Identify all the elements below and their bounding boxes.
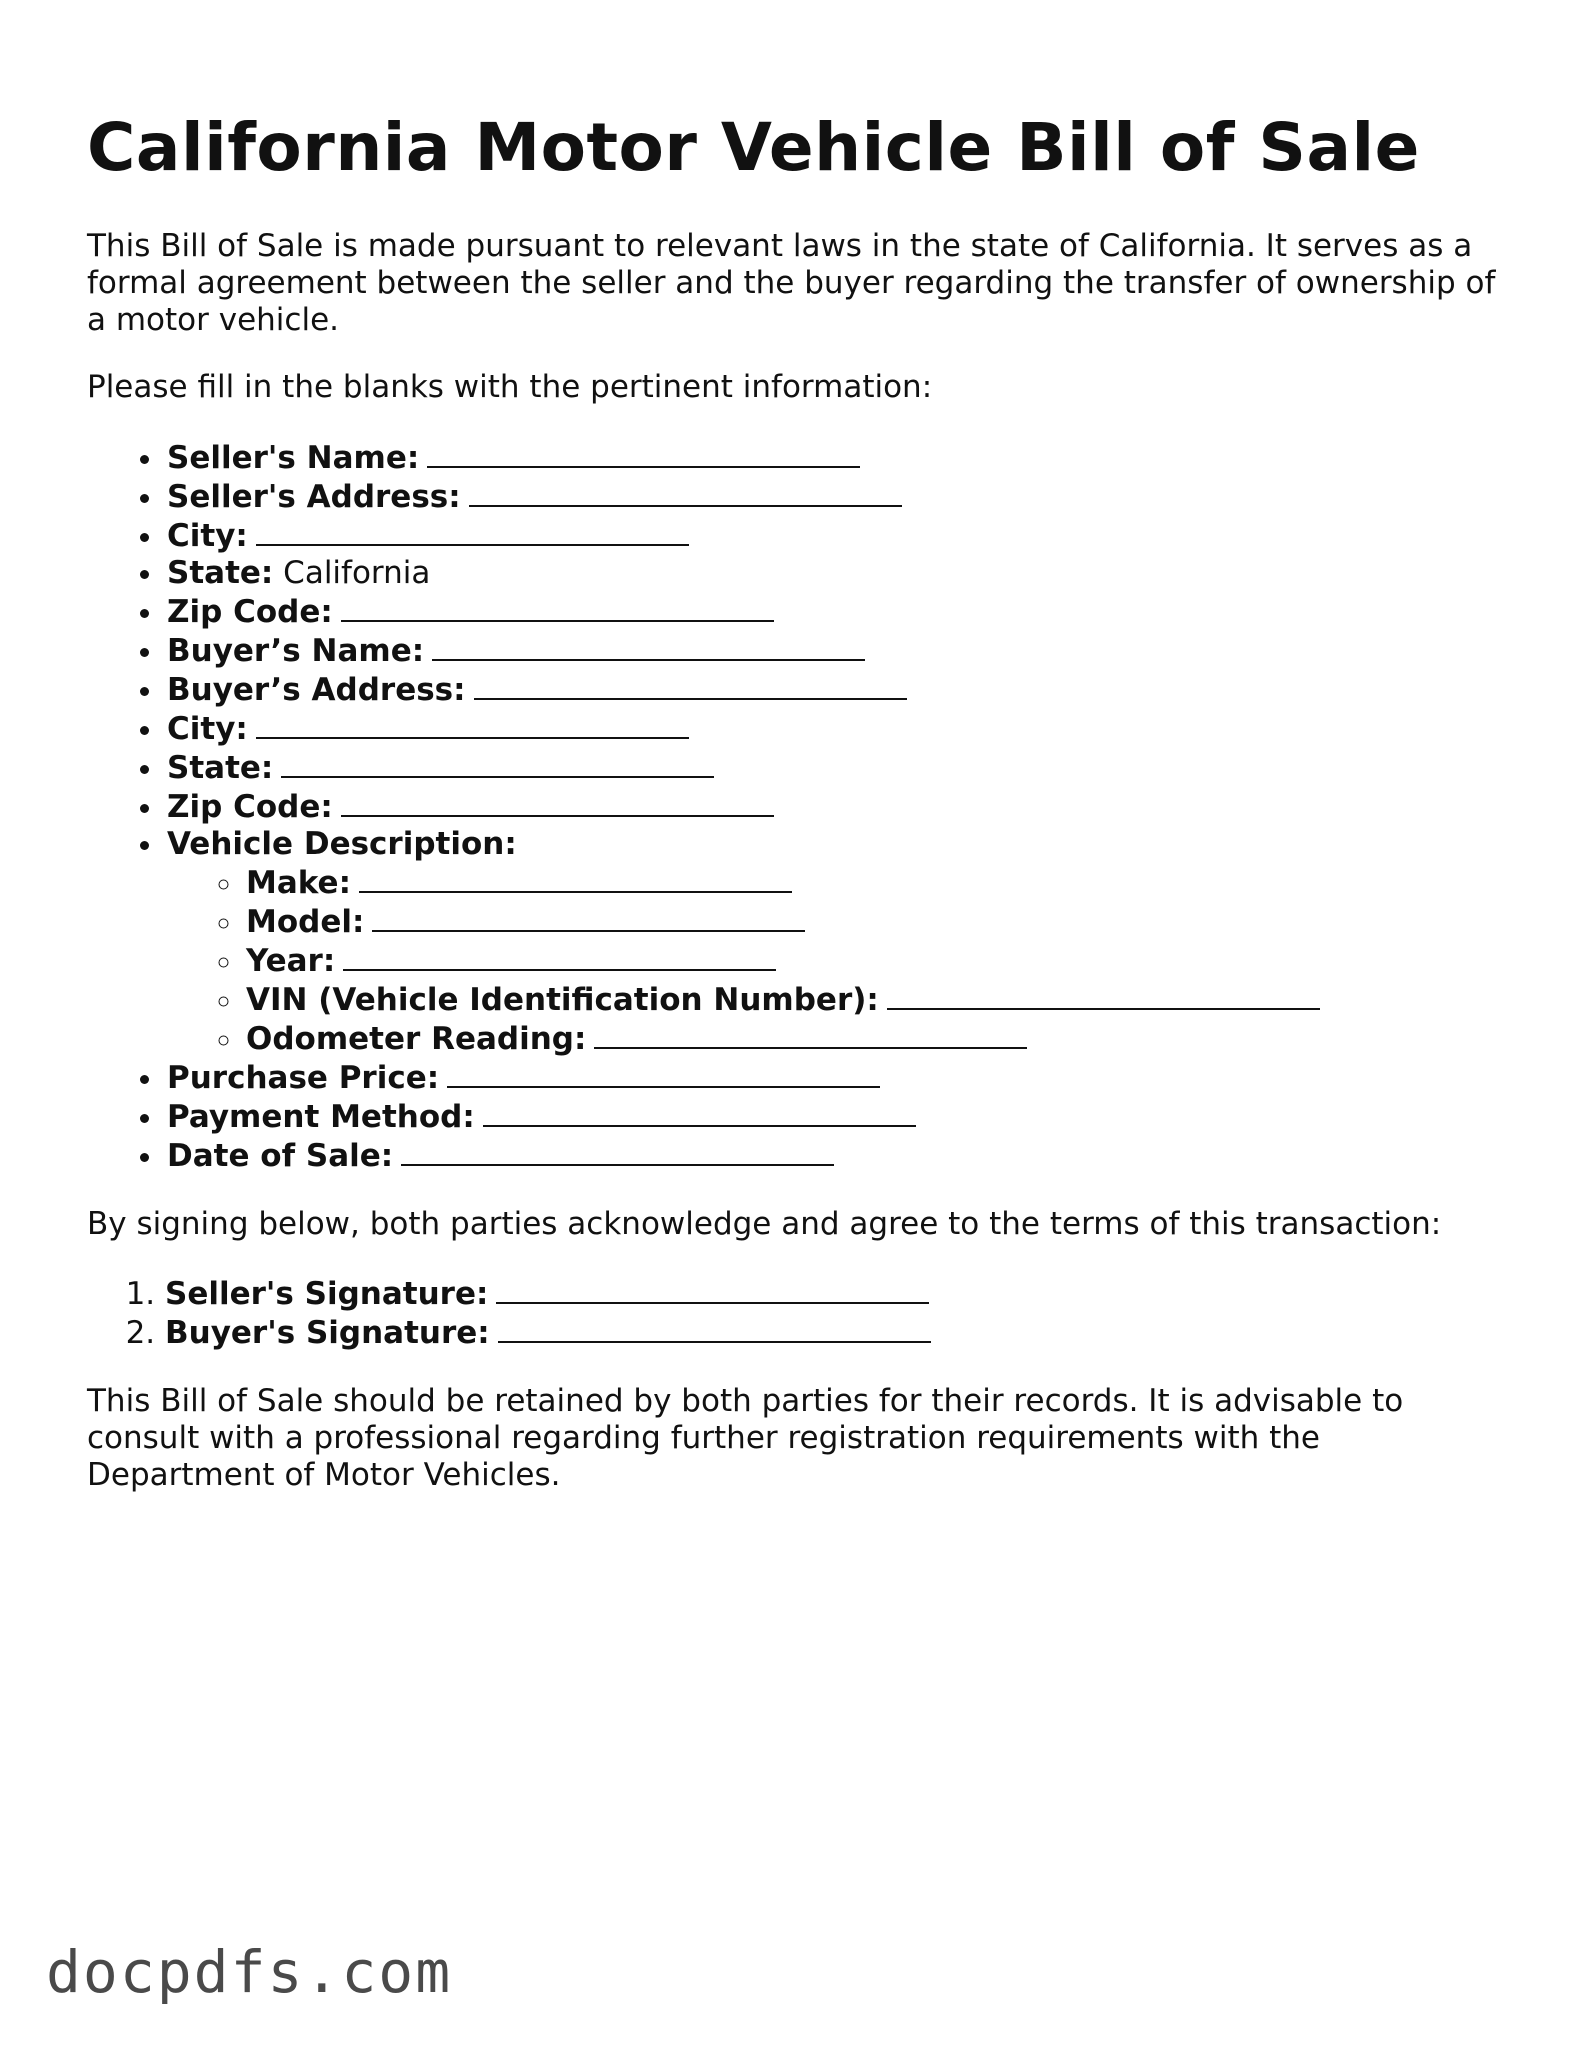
list-item	[244, 863, 1507, 902]
seller-name-label: Seller's Name:	[167, 440, 420, 476]
list-item	[165, 787, 1507, 826]
list-item	[165, 555, 1507, 592]
list-item	[165, 516, 1507, 555]
list-item	[165, 1097, 1507, 1136]
watermark: docpdfs.com	[46, 1938, 453, 2006]
list-item	[244, 1019, 1507, 1058]
acknowledgement-paragraph: By signing below, both parties acknowledge and agree to the terms of this transaction:	[87, 1206, 1442, 1242]
list-item	[165, 1313, 1507, 1352]
vin-label: VIN (Vehicle Identification Number):	[246, 982, 879, 1018]
year-blank[interactable]	[343, 941, 776, 971]
buyer-state-blank[interactable]	[281, 748, 714, 778]
list-item	[165, 592, 1507, 631]
seller-zip-blank[interactable]	[341, 592, 774, 622]
seller-city-label: City:	[167, 518, 248, 554]
list-item	[165, 1274, 1507, 1313]
seller-state-value: California	[283, 555, 431, 591]
list-item	[165, 1136, 1507, 1175]
seller-name-blank[interactable]	[427, 438, 860, 468]
list-item	[165, 438, 1507, 477]
year-label: Year:	[246, 943, 336, 979]
buyer-state-label: State:	[167, 750, 274, 786]
payment-method-blank[interactable]	[483, 1097, 916, 1127]
model-label: Model:	[246, 904, 365, 940]
buyer-zip-label: Zip Code:	[167, 789, 333, 825]
page-title: California Motor Vehicle Bill of Sale	[87, 109, 1420, 186]
buyer-address-label: Buyer’s Address:	[167, 672, 466, 708]
make-label: Make:	[246, 865, 351, 901]
model-blank[interactable]	[372, 902, 805, 932]
date-of-sale-blank[interactable]	[401, 1136, 834, 1166]
buyer-name-blank[interactable]	[432, 631, 865, 661]
seller-address-blank[interactable]	[469, 477, 902, 507]
fill-in-prompt: Please fill in the blanks with the pertinent information:	[87, 369, 933, 405]
list-item	[165, 1058, 1507, 1097]
vin-blank[interactable]	[887, 980, 1320, 1010]
buyer-zip-blank[interactable]	[341, 787, 774, 817]
payment-method-label: Payment Method:	[167, 1099, 475, 1135]
buyer-name-label: Buyer’s Name:	[167, 633, 425, 669]
purchase-price-label: Purchase Price:	[167, 1060, 440, 1096]
seller-signature-blank[interactable]	[496, 1274, 929, 1304]
closing-paragraph: This Bill of Sale should be retained by both parties for their records. It is advisable to consult with a professional regarding further registration requirements with the Department of Motor Vehicles.	[87, 1383, 1404, 1493]
vehicle-description-list	[167, 863, 1507, 1058]
list-item	[165, 631, 1507, 670]
buyer-city-label: City:	[167, 711, 248, 747]
list-item	[165, 748, 1507, 787]
list-item	[165, 709, 1507, 748]
buyer-signature-label: Buyer's Signature:	[165, 1315, 490, 1351]
document-page	[87, 0, 1507, 1494]
list-item	[165, 670, 1507, 709]
seller-address-label: Seller's Address:	[167, 479, 461, 515]
seller-city-blank[interactable]	[256, 516, 689, 546]
make-blank[interactable]	[359, 863, 792, 893]
buyer-signature-blank[interactable]	[498, 1313, 931, 1343]
list-item	[244, 980, 1507, 1019]
intro-paragraph: This Bill of Sale is made pursuant to relevant laws in the state of California. It serves as a formal agreement between the seller and the buyer regarding the transfer of ownership of a motor vehicle.	[87, 228, 1496, 338]
seller-state-label: State:	[167, 555, 274, 591]
fields-list	[87, 438, 1507, 1175]
list-item	[244, 941, 1507, 980]
odometer-blank[interactable]	[594, 1019, 1027, 1049]
odometer-label: Odometer Reading:	[246, 1021, 587, 1057]
buyer-address-blank[interactable]	[474, 670, 907, 700]
signatures-list	[87, 1274, 1507, 1352]
list-item	[165, 477, 1507, 516]
seller-signature-label: Seller's Signature:	[165, 1276, 489, 1312]
seller-zip-label: Zip Code:	[167, 594, 333, 630]
buyer-city-blank[interactable]	[256, 709, 689, 739]
vehicle-description-label: Vehicle Description:	[167, 826, 517, 862]
purchase-price-blank[interactable]	[447, 1058, 880, 1088]
list-item	[244, 902, 1507, 941]
date-of-sale-label: Date of Sale:	[167, 1138, 394, 1174]
list-item	[165, 826, 1507, 1058]
